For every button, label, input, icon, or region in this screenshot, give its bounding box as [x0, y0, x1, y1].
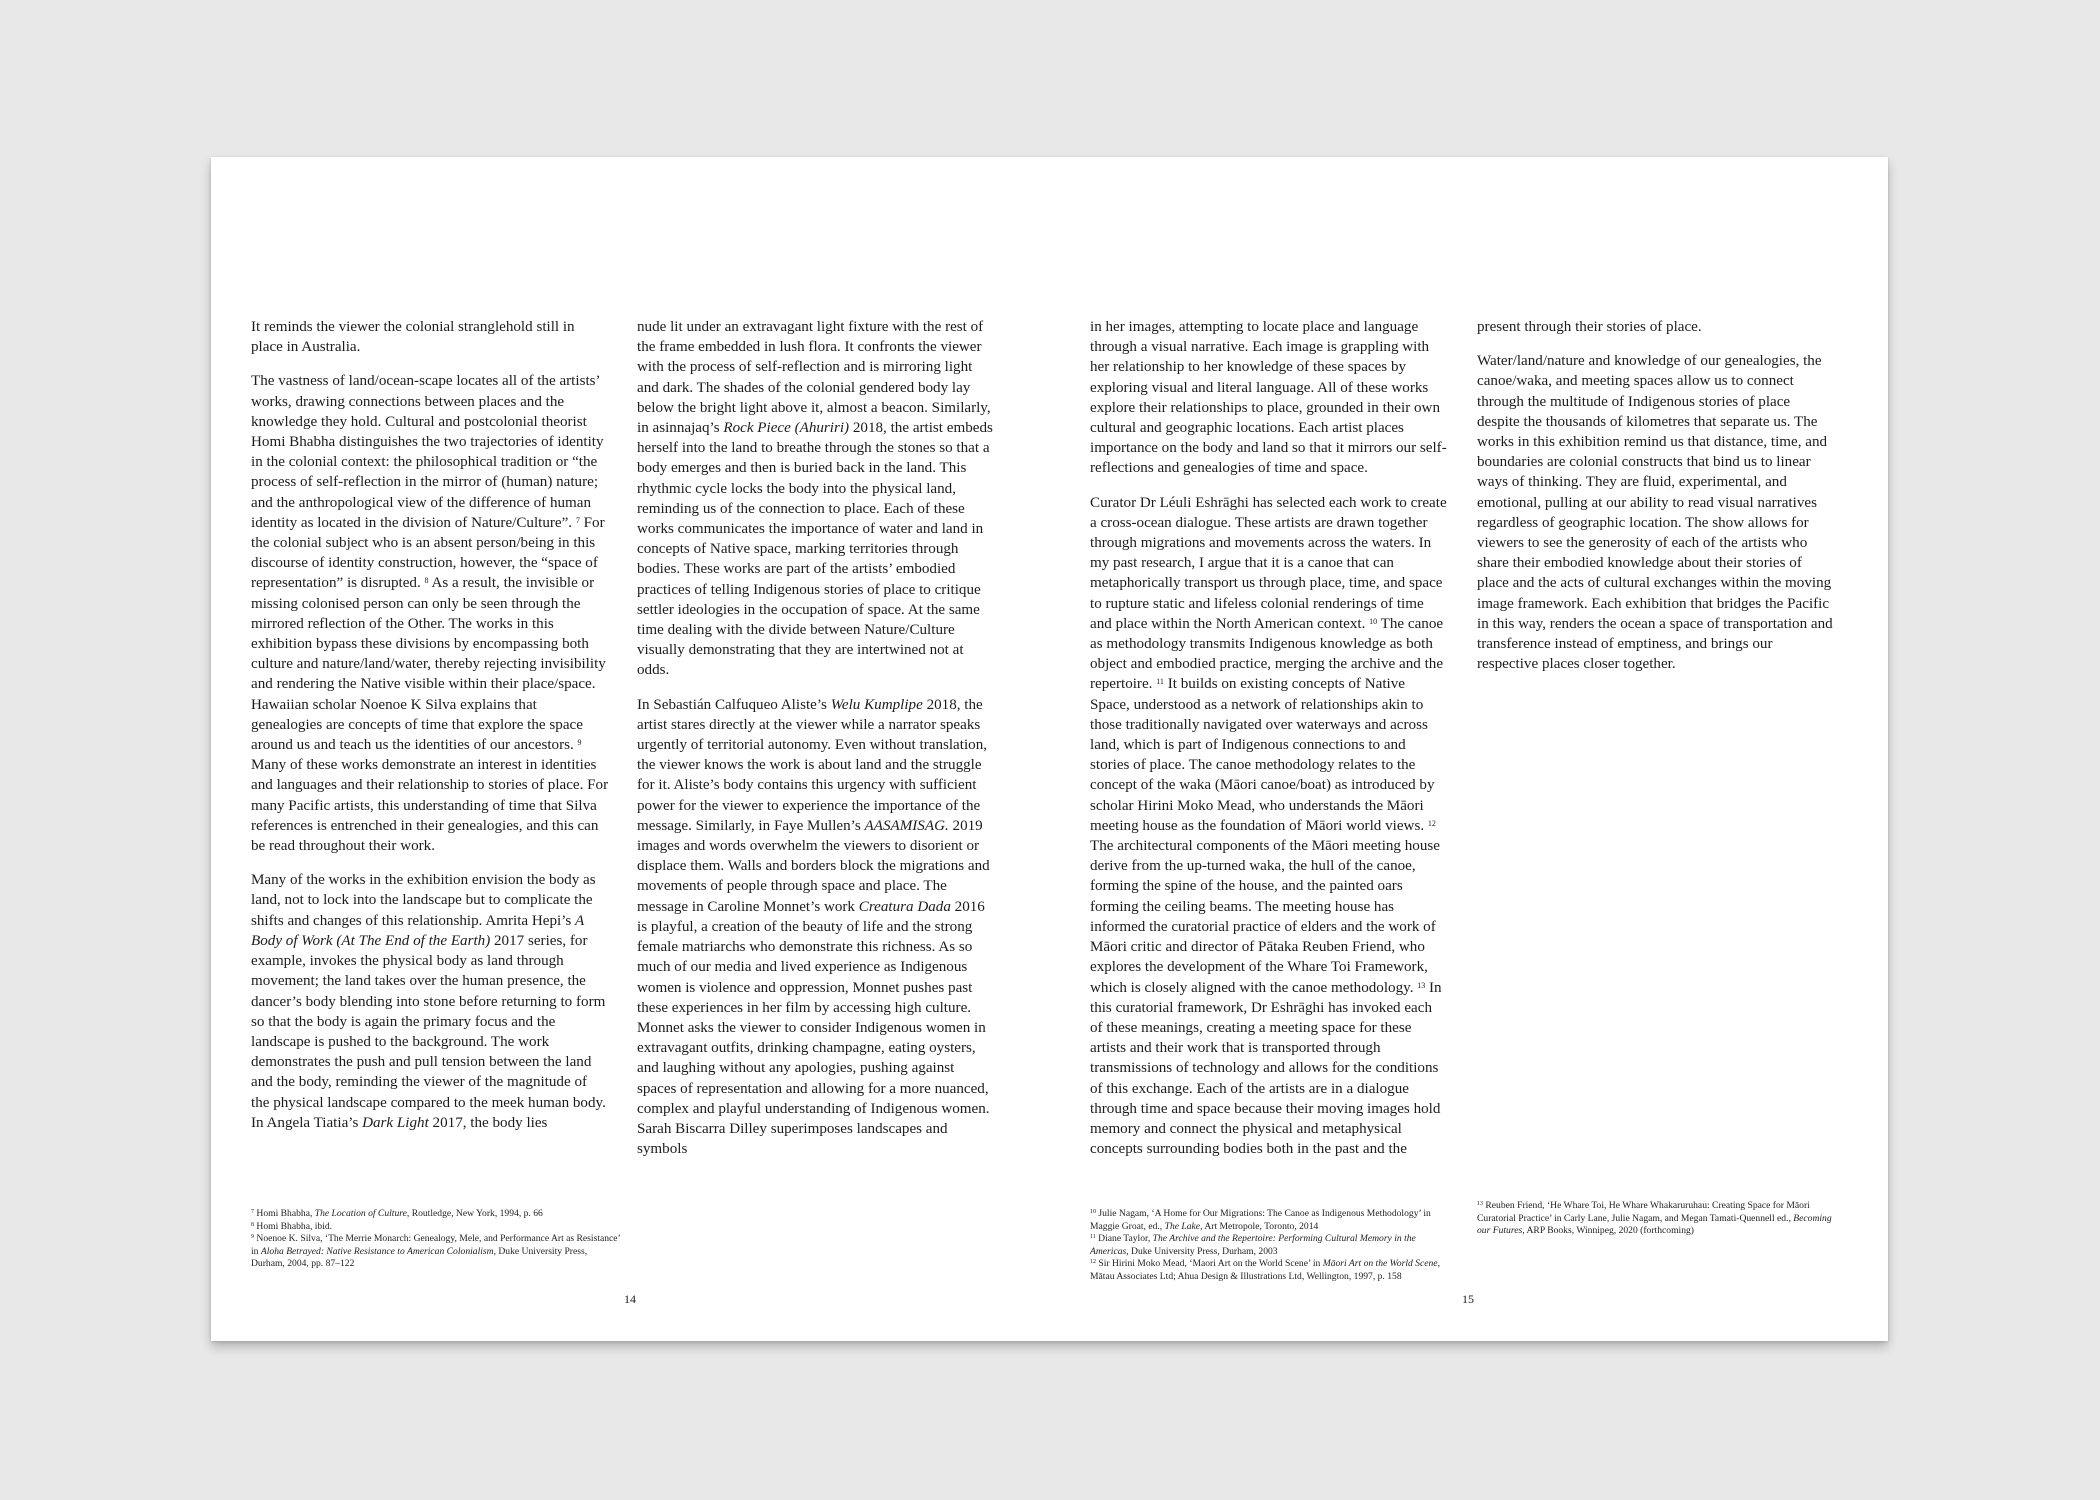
- italic-title: Becoming our Futures: [1477, 1212, 1832, 1237]
- footnote-ref: 10: [1090, 1209, 1096, 1215]
- italic-title: Rock Piece (Ahuriri): [723, 420, 850, 437]
- right-page-number: 15: [1462, 1292, 1474, 1306]
- paragraph: The vastness of land/ocean-scape locates all of the artists’ works, drawing connections between places and the knowledge they hold. Cultural and postcolonial theorist Homi Bhabha distinguishes the two trajectories of identity in the colonial context: the philosophical tradition or “the process of self-reflection in the mirror of (human) nature; and the anthropological view of the difference of human identity as located in the division of Nature/Culture”. $^7$ For the colonial subject who is an absent person/being in this discourse of identity construction, however, the “space of representation” is disrupted. $^8$ As a result, the invisible or missing colonised person can only be seen through the mirrored reflection of the Other. The works in this exhibition bypass these divisions by encompassing both culture and nature/land/water, thereby rejecting invisibility and rendering the Native visible within their place/space. Hawaiian scholar Noenoe K Silva explains that genealogies are concepts of time that explore the space around us and teach us the identities of our ancestors. $^9$ Many of these works demonstrate an interest in identities and languages and their relationship to stories of place. For many Pacific artists, this understanding of time that Silva references is entrenched in their genealogies, and this can be read throughout their work.: [251, 373, 609, 855]
- footnote-ref: 10: [1369, 616, 1378, 626]
- italic-title: AASAMISAG.: [864, 817, 949, 834]
- italic-title: Aloha Betrayed: Native Resistance to American Colonialism: [260, 1245, 494, 1257]
- footnote-ref: 13: [1417, 980, 1426, 990]
- paragraph: Water/land/nature and knowledge of our genealogies, the canoe/waka, and meeting spaces allow us to connect through the multitude of Indigenous stories of place despite the thousands of kilometres that separate us. The works in this exhibition remind us that distance, time, and boundaries are colonial constructs that bind us to linear ways of thinking. They are fluid, experimental, and emotional, pulling at our ability to read visual narratives regardless of geographic location. The show allows for viewers to see the generosity of each of the artists who share their embodied knowledge about their stories of place and the acts of cultural exchanges within the moving image framework. Each exhibition that bridges the Pacific in this way, renders the ocean a space of transportation and transference instead of emptiness, and brings our respective places closer together.: [1477, 353, 1833, 673]
- footnote-ref: 8: [424, 576, 429, 586]
- paragraph: $^9$ Noenoe K. Silva, ‘The Merrie Monarch: Genealogy, Mele, and Performance Art as Resistance’ in Aloha Betrayed: Native Resistance to American Colonialism, Duke University Press, Durham, 2004, pp. 87–122: [251, 1233, 621, 1270]
- paragraph: In Sebastián Calfuqueo Aliste’s Welu Kumplipe 2018, the artist stares directly at the viewer while a narrator speaks urgently of territorial autonomy. Even without translation, the viewer knows the work is about land and the struggle for it. Aliste’s body contains this urgency with sufficient power for the viewer to experience the importance of the message. Similarly, in Faye Mullen’s AASAMISAG. 2019 images and words overwhelm the viewers to disorient or displace them. Walls and borders block the migrations and movements of people through space and place. The message in Caroline Monnet’s work Creatura Dada 2016 is playful, a creation of the beauty of life and the strong female matriarchs who demonstrate this richness. As so much of our media and lived experience as Indigenous women is violence and oppression, Monnet pushes past these experiences in her film by accessing high culture. Monnet asks the viewer to consider Indigenous women in extravagant outfits, drinking champagne, eating oysters, and laughing without any apologies, pushing against spaces of representation and allowing for a more nuanced, complex and playful understanding of Indigenous women. Sarah Biscarra Dilley superimposes landscapes and symbols: [637, 696, 990, 1158]
- italic-title: Creatura Dada: [858, 898, 951, 915]
- paragraph: in her images, attempting to locate place and language through a visual narrative. Each image is grappling with her relationship to her knowledge of these spaces by exploring visual and literal language. All of these works explore their relationships to place, grounded in their own cultural and geographic locations. Each artist places importance on the body and land so that it mirrors our self-reflections and genealogies of time and space.: [1090, 319, 1447, 477]
- paragraph: $^7$ Homi Bhabha, The Location of Culture, Routledge, New York, 1994, p. 66: [251, 1208, 543, 1219]
- paragraph: $^8$ Homi Bhabha, ibid.: [251, 1220, 333, 1232]
- paragraph: $^{12}$ Sir Hirini Moko Mead, ‘Maori Art on the World Scene’ in Māori Art on the World Scene, Mātau Associates Ltd; Ahua Design & Illustrations Ltd, Wellington, 1997, p. 158: [1090, 1258, 1440, 1282]
- left-page-number: 14: [624, 1292, 636, 1306]
- italic-title: Welu Kumplipe: [830, 696, 923, 713]
- footnote-ref: 11: [1090, 1234, 1096, 1241]
- paragraph: It reminds the viewer the colonial stranglehold still in place in Australia.: [251, 319, 575, 356]
- footnote-ref: 9: [577, 738, 582, 748]
- italic-title: The Location of Culture: [314, 1208, 407, 1219]
- footnote-ref: 12: [1090, 1259, 1096, 1266]
- left-page-column-1: [251, 317, 609, 1147]
- italic-title: A Body of Work (At The End of the Earth): [251, 912, 584, 949]
- italic-title: The Lake: [1164, 1220, 1201, 1232]
- footnote-ref: 9: [251, 1234, 254, 1241]
- paragraph: nude lit under an extravagant light fixture with the rest of the frame embedded in lush flora. It confronts the viewer with the process of self-reflection and is mirroring light and dark. The shades of the colonial gendered body lay below the bright light above it, almost a beacon. Similarly, in asinnajaq’s Rock Piece (Ahuriri) 2018, the artist embeds herself into the land to breathe through the stones so that a body emerges and then is buried back in the land. This rhythmic cycle locks the body into the physical land, reminding us of the connection to place. Each of these works communicates the importance of water and land in concepts of Native space, marking territories through bodies. These works are part of the artists’ embodied practices of telling Indigenous stories of place to critique settler ideologies in the occupation of space. At the same time dealing with the divide between Nature/Culture visually demonstrating that they are intertwined not at odds.: [637, 319, 993, 679]
- footnote-ref: 7: [575, 515, 580, 525]
- footnote-ref: 13: [1477, 1201, 1483, 1207]
- right-page-footnotes-1: [1090, 1208, 1450, 1284]
- left-page-footnotes: [251, 1208, 621, 1271]
- italic-title: Māori Art on the World Scene: [1322, 1258, 1438, 1270]
- footnote-ref: 12: [1427, 818, 1436, 828]
- footnote-ref: 8: [251, 1221, 254, 1228]
- paragraph: $^{11}$ Diane Taylor, The Archive and the Repertoire: Performing Cultural Memory in the Americas, Duke University Press, Durham, 2003: [1090, 1233, 1416, 1257]
- footnote-ref: 11: [1156, 677, 1164, 687]
- right-page-column-2: [1477, 317, 1835, 688]
- right-page-column-1: [1090, 317, 1448, 1173]
- left-page-column-2: [637, 317, 995, 1173]
- right-page-footnotes-2: [1477, 1200, 1847, 1238]
- paragraph: present through their stories of place.: [1477, 319, 1702, 335]
- paragraph: $^{10}$ Julie Nagam, ‘A Home for Our Migrations: The Canoe as Indigenous Methodology’ in Maggie Groat, ed., The Lake, Art Metropole, Toronto, 2014: [1090, 1208, 1431, 1232]
- italic-title: Dark Light: [362, 1114, 429, 1131]
- book-spread: [211, 157, 1888, 1341]
- paragraph: Curator Dr Léuli Eshrāghi has selected each work to create a cross-ocean dialogue. These artists are drawn together through migrations and movements across the waters. In my past research, I argue that it is a canoe that can metaphorically transport us through place, time, and space to rupture static and lifeless colonial renderings of time and place within the North American context. $^{10}$ The canoe as methodology transmits Indigenous knowledge as both object and embodied practice, merging the archive and the repertoire. $^{11}$ It builds on existing concepts of Native Space, understood as a network of relationships akin to those traditionally navigated over waterways and across land, which is part of Indigenous connections to and stories of place. The canoe methodology relates to the concept of the waka (Māori canoe/boat) as introduced by scholar Hirini Moko Mead, who understands the Māori meeting house as the foundation of Māori world views. $^{12}$ The architectural components of the Māori meeting house derive from the up-turned waka, the hull of the canoe, forming the spine of the house, and the painted oars forming the ceiling beams. The meeting house has informed the curatorial practice of elders and the work of Māori critic and director of Pātaka Reuben Friend, who explores the development of the Whare Toi Framework, which is closely aligned with the canoe methodology. $^{13}$ In this curatorial framework, Dr Eshrāghi has invoked each of these meanings, creating a meeting space for these artists and their work that is transported through transmissions of technology and allows for the conditions of this exchange. Each of the artists are in a dialogue through time and space because their moving images hold memory and connect the physical and metaphysical concepts surrounding bodies both in the past and the: [1090, 494, 1447, 1158]
- paragraph: Many of the works in the exhibition envision the body as land, not to lock into the landscape but to complicate the shifts and changes of this relationship. Amrita Hepi’s A Body of Work (At The End of the Earth) 2017 series, for example, invokes the physical body as land through movement; the land takes over the human presence, the dancer’s body blending into stone before returning to form so that the body is again the primary focus and the landscape is pushed to the background. The work demonstrates the push and pull tension between the land and the body, reminding the viewer of the magnitude of the physical landscape compared to the meek human body. In Angela Tiatia’s Dark Light 2017, the body lies: [251, 872, 606, 1131]
- footnote-ref: 7: [251, 1209, 254, 1215]
- paragraph: $^{13}$ Reuben Friend, ‘He Whare Toi, He Whare Whakaruruhau: Creating Space for Māori Curatorial Practice’ in Carly Lane, Julie Nagam, and Megan Tamati-Quennell ed., Becoming our Futures, ARP Books, Winnipeg, 2020 (forthcoming): [1477, 1200, 1832, 1237]
- italic-title: The Archive and the Repertoire: Performing Cultural Memory in the Americas: [1090, 1233, 1416, 1257]
